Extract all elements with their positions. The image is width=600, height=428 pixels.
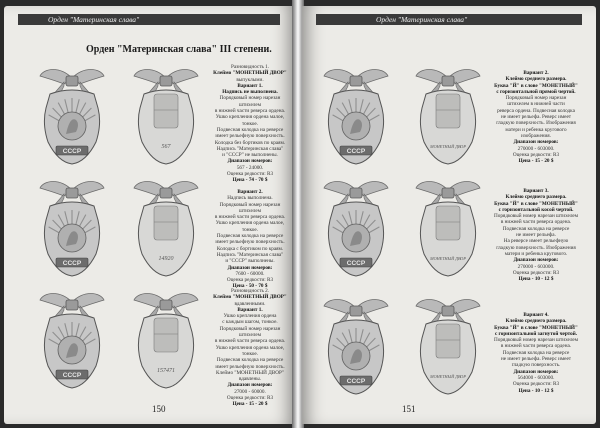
desc-line: Надпись выполнена.	[227, 195, 273, 202]
desc-line: Надпись "Материнская слава"	[216, 145, 284, 152]
desc-line: Оценка редкости: R3	[512, 151, 560, 158]
desc-line: Буква "Й" в слове "МОНЕТНЫЙ"	[494, 324, 578, 331]
desc-line: Подвесная колодка на реверсе	[216, 233, 284, 240]
medal-drawing	[314, 294, 398, 400]
desc-line: не имеет рельефа. Реверс имеет	[500, 356, 572, 363]
desc-line: Оценка редкости: R3	[226, 171, 274, 178]
medal-l2-reverse	[124, 176, 208, 282]
medal-l2-obverse	[30, 176, 114, 282]
medal-l1-reverse	[124, 64, 208, 170]
desc-line: Клеймо "МОНЕТНЫЙ ДВОР"	[213, 294, 287, 301]
desc-line: Цена - 10 - 12 $	[518, 387, 554, 394]
medal-drawing	[124, 176, 208, 282]
medal-drawing	[406, 64, 490, 170]
medal-drawing	[406, 176, 490, 282]
medal-stamp-text: МОНЕТНЫЙ ДВОР	[430, 374, 466, 379]
desc-line: гладкую поверхность. Изображения	[496, 244, 576, 251]
medal-stamp-text: 14920	[158, 256, 174, 262]
medal-stamp-text: СССР	[62, 260, 82, 267]
desc-line: Диапазон номеров:	[227, 158, 273, 165]
left-desc-1	[210, 64, 290, 184]
desc-line: Клеймо "МОНЕТНЫЙ ДВОР"	[216, 369, 284, 376]
desc-line: Оценка редкости: R3	[226, 277, 274, 284]
desc-line: Диапазон номеров:	[227, 382, 273, 389]
desc-line: в нижней части реверса ордена.	[214, 108, 286, 115]
desc-line: в нижней части реверса ордена.	[214, 214, 286, 221]
medal-stamp-text: 567	[161, 144, 171, 150]
desc-line: с горизонтальной прямой чертой.	[496, 88, 576, 95]
medal-r2-reverse	[406, 176, 490, 282]
desc-line: Ушко крепления ордена малое, тонкое.	[215, 220, 285, 233]
medal-r3-obverse	[314, 294, 398, 400]
medal-stamp-text: СССР	[346, 378, 366, 385]
desc-line: Вариант 3.	[523, 188, 549, 194]
desc-line: Разновидность 1.	[230, 64, 270, 70]
desc-line: 270000 - 603000.	[517, 145, 555, 152]
desc-line: Оценка редкости: R3	[226, 395, 274, 402]
desc-line: Цена - 10 - 12 $	[518, 276, 554, 283]
desc-line: в нижней части реверса ордена.	[214, 338, 286, 345]
desc-line: Цена - 15 - 20 $	[518, 158, 554, 165]
medal-l1-obverse	[30, 64, 114, 170]
desc-line: Колодка без бортиков по краям.	[214, 139, 286, 146]
left-page	[4, 6, 294, 424]
desc-line: штихелем в нижней части	[507, 101, 565, 108]
medal-drawing	[30, 288, 114, 394]
page-title: Орден "Материнская слава" III степени.	[86, 44, 272, 55]
desc-line: и "СССР" не выполнены.	[222, 152, 278, 159]
medal-drawing	[124, 288, 208, 394]
desc-line: Порядковый номер нарезан штихелем	[219, 325, 281, 339]
desc-line: выпуклыми.	[236, 76, 264, 83]
desc-line: и "СССР" выполнены.	[225, 258, 275, 265]
desc-line: Клеймо среднего размера.	[505, 318, 567, 325]
right-running-header: Орден "Материнская слава"	[316, 14, 582, 25]
medal-drawing	[30, 64, 114, 170]
right-page	[302, 6, 596, 424]
desc-line: Цена - 15 - 20 $	[232, 401, 268, 408]
right-desc-3	[494, 312, 578, 394]
left-desc-2	[210, 189, 290, 290]
medal-l3-reverse	[124, 288, 208, 394]
desc-line: Надпись "Материнская слава"	[216, 251, 284, 258]
desc-line: с горизонтальной косой чертой.	[498, 206, 574, 213]
medal-l3-obverse	[30, 288, 114, 394]
desc-line: Оценка редкости: R3	[512, 269, 560, 276]
desc-line: гладкую поверхность.	[511, 362, 561, 369]
desc-line: Подвесная колодка на реверсе	[502, 225, 570, 232]
medal-stamp-text: МОНЕТНЫЙ ДВОР	[430, 256, 466, 261]
right-desc-1	[494, 70, 578, 164]
desc-line: с горизонтальной загнутой чертой.	[494, 330, 578, 337]
desc-line: Цена - 74 - 70 $	[232, 177, 268, 184]
desc-line: Буква "Й" в слове "МОНЕТНЫЙ"	[494, 82, 578, 89]
desc-line: Диапазон номеров:	[513, 368, 559, 375]
medal-r1-reverse	[406, 64, 490, 170]
desc-line: вдавлены.	[238, 376, 262, 383]
desc-line: 567 - 24000.	[236, 164, 264, 171]
desc-line: Буква "Й" в слове "МОНЕТНЫЙ"	[494, 200, 578, 207]
desc-line: Ушко крепления ордена	[223, 313, 277, 320]
desc-line: матери и ребенка кругового.	[504, 250, 568, 257]
medal-stamp-text: МОНЕТНЫЙ ДВОР	[430, 144, 466, 149]
medal-drawing	[314, 176, 398, 282]
medal-stamp-text: СССР	[62, 372, 82, 379]
medal-drawing	[314, 64, 398, 170]
desc-line: Диапазон номеров:	[513, 139, 559, 146]
right-desc-2	[494, 188, 578, 282]
desc-line: Подвесная колодка на реверсе	[216, 357, 284, 364]
desc-line: Надпись не выполнена.	[222, 89, 278, 96]
desc-line: Ушко крепления ордена малое, тонкое.	[215, 114, 285, 127]
desc-line: Вариант 2.	[237, 189, 263, 195]
desc-line: матери и ребенка кругового	[505, 126, 567, 133]
desc-line: имеет рельефную поверхность.	[215, 133, 285, 140]
desc-line: Вариант 1.	[237, 82, 263, 89]
desc-line: вдавленными.	[234, 300, 266, 307]
desc-line: Порядковый номер нарезан штихелем	[494, 337, 579, 344]
desc-line: изображения.	[521, 132, 551, 139]
desc-line: Вариант 2.	[523, 70, 549, 76]
desc-line: Разновидность 2.	[230, 288, 270, 294]
desc-line: не имеет рельефа.	[516, 232, 556, 239]
medal-drawing	[30, 176, 114, 282]
desc-line: Клеймо среднего размера.	[505, 194, 567, 201]
desc-line: Порядковый номер нарезан штихелем	[219, 95, 281, 108]
desc-line: не имеет рельефа. Реверс имеет	[500, 114, 572, 121]
desc-line: Оценка редкости: R3	[512, 381, 560, 388]
desc-line: в нижней части реверса ордена.	[500, 343, 572, 350]
desc-line: Ушко крепления ордена малое, тонкое.	[215, 344, 285, 357]
desc-line: гладкую поверхность. Изображения	[496, 120, 576, 127]
desc-line: На реверсе имеет рельефную	[503, 238, 569, 245]
left-page-number: 150	[152, 404, 166, 414]
desc-line: Подвесная колодка на реверсе	[216, 126, 284, 133]
desc-line: 564000 - 603000.	[517, 374, 555, 381]
desc-line: имеет рельефную поверхность.	[215, 363, 285, 370]
desc-line: Диапазон номеров:	[227, 264, 273, 271]
desc-line: Колодка с бортиком по краям.	[216, 245, 284, 252]
desc-line: реверса ордена. Подвесная колодка	[497, 107, 575, 114]
desc-line: Вариант 1.	[237, 306, 263, 313]
desc-line: Цена - 50 - 70 $	[232, 283, 268, 290]
left-running-header: Орден "Материнская слава"	[18, 14, 280, 25]
medal-drawing	[124, 64, 208, 170]
medal-drawing	[406, 294, 490, 400]
desc-line: Клеймо среднего размера.	[505, 76, 567, 83]
medal-stamp-text: СССР	[346, 260, 366, 267]
desc-line: Вариант 4.	[523, 312, 549, 318]
right-page-number: 151	[402, 404, 416, 414]
medal-stamp-text: СССР	[346, 148, 366, 155]
medal-r3-reverse	[406, 294, 490, 400]
desc-line: 7600 - 60000.	[235, 270, 265, 277]
desc-line: Диапазон номеров:	[513, 257, 559, 264]
desc-line: 27000 - 60000.	[234, 388, 266, 395]
medal-stamp-text: СССР	[62, 148, 82, 155]
desc-line: в нижней части реверса ордена.	[500, 219, 572, 226]
desc-line: Порядковый номер нарезан штихелем	[219, 201, 281, 214]
desc-line: имеет рельефную поверхность.	[215, 239, 285, 246]
medal-r2-obverse	[314, 176, 398, 282]
desc-line: с каждым шагом, тонкое.	[222, 319, 278, 326]
desc-line: Подвесная колодка на реверсе	[502, 349, 570, 356]
desc-line: Порядковый номер нарезан	[505, 95, 567, 102]
desc-line: Клеймо "МОНЕТНЫЙ ДВОР"	[213, 70, 287, 77]
desc-line: 270000 - 603000.	[517, 263, 555, 270]
desc-line: Порядковый номер нарезан штихелем	[494, 213, 579, 220]
medal-r1-obverse	[314, 64, 398, 170]
left-desc-3	[210, 288, 290, 408]
medal-stamp-text: 157471	[157, 368, 175, 374]
